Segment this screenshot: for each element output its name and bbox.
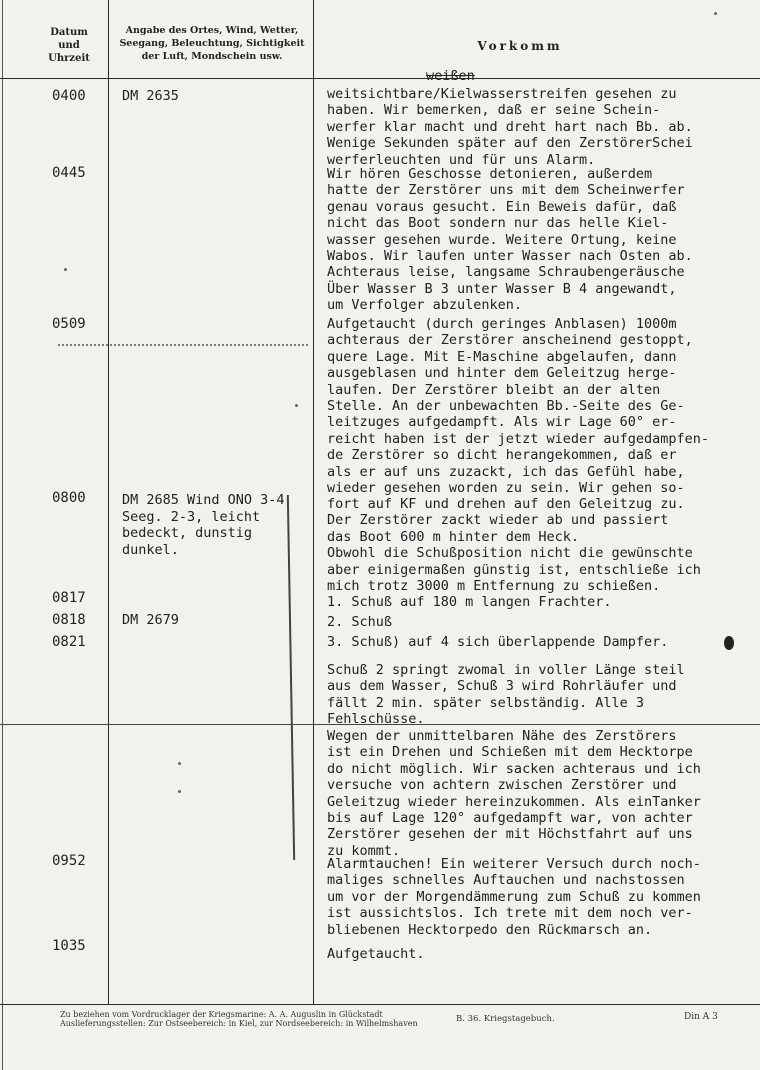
entry-time: 0818 [52, 612, 86, 628]
entry-time: 0952 [52, 853, 86, 869]
entry-time: 0800 [52, 490, 86, 506]
entry-time: 0821 [52, 634, 86, 650]
entry-time: 1035 [52, 938, 86, 954]
event-text: Aufgetaucht. [327, 946, 425, 962]
footer-paper-size: Din A 3 [684, 1012, 718, 1022]
header-events-column: Vorkomm [477, 39, 563, 53]
dotted-separator [58, 344, 308, 346]
event-text: weitsichtbare/Kielwasserstreifen gesehen zu haben. Wir bemerken, daß er seine Schein- werfer klar macht und dreht hart nach Bb. ab. Wenige Sekunden später auf den ZerstörerSchei werferleuchten und für uns Alarm. [327, 86, 693, 168]
page-edge-left [2, 0, 3, 1070]
ink-speck [295, 404, 298, 407]
column-divider-left [108, 0, 109, 1005]
header-date-line: Uhrzeit [48, 53, 90, 64]
event-text: Wegen der unmittelbaren Nähe des Zerstörers ist ein Drehen und Schießen mit dem Hecktorpe do nicht möglich. Wir sacken achteraus und ich versuche von achtern zwischen Zerstörer und Geleitzug wieder hereinzukommen. Als einTanker bis auf Lage 120° aufgedampft war, von achter Zerstörer gesehen der mit Höchstfahrt auf uns zu kommt. [327, 728, 701, 859]
header-rule [0, 78, 760, 79]
entry-place: DM 2635 [122, 88, 179, 104]
footer-rule [0, 1004, 760, 1005]
column-divider-middle [313, 0, 314, 1005]
ink-speck [64, 268, 67, 271]
event-text: 1. Schuß auf 180 m langen Frachter. [327, 594, 612, 610]
event-text: 3. Schuß) auf 4 sich überlappende Dampfer. [327, 634, 669, 650]
header-place-line: Seegang, Beleuchtung, Sichtigkeit [119, 38, 305, 49]
entry-time: 0509 [52, 316, 86, 332]
header-date-line: und [58, 40, 80, 51]
entry-time: 0445 [52, 165, 86, 181]
header-place-column [112, 24, 312, 63]
event-text: Alarmtauchen! Ein weiterer Versuch durch noch- maliges schnelles Auftauchen und nachstossen um vor der Morgendämmerung zum Schuß zu kommen ist aussichtslos. Ich trete mit dem noch ver- bliebenen Hecktorpedo den Rückmarsch an. [327, 856, 701, 938]
footer-distribution: Auslieferungsstellen: Zur Ostseebereich: in Kiel, zur Nordseebereich: in Wilhelmshaven [60, 1019, 418, 1028]
entry-place: DM 2679 [122, 612, 179, 628]
event-text: 2. Schuß [327, 614, 393, 630]
event-text: Schuß 2 springt zwomal in voller Länge steil aus dem Wasser, Schuß 3 wird Rohrläufer und fällt 2 min. später selbständig. Alle 3 Fehlschüsse. [327, 662, 685, 728]
event-text: Wir hören Geschosse detonieren, außerdem hatte der Zerstörer uns mit dem Scheinwerfer genau voraus gesucht. Ein Beweis dafür, daß nicht das Boot sondern nur das helle Kiel- wasser gesehen wurde. Weitere Ortung, keine Wabos. Wir laufen unter Wasser nach Osten ab. Achteraus leise, langsame Schraubengeräusche Über Wasser B 3 unter Wasser B 4 angewandt, um Verfolger abzulenken. [327, 166, 693, 314]
header-date-column [30, 26, 108, 65]
ink-speck [714, 12, 717, 15]
entry-time: 0400 [52, 88, 86, 104]
pen-mark [287, 495, 295, 860]
footer-form-id: B. 36. Kriegstagebuch. [456, 1014, 555, 1024]
header-date-line: Datum [50, 27, 88, 38]
event-text: weißen [426, 68, 475, 84]
entry-place: DM 2685 Wind ONO 3-4 Seeg. 2-3, leicht bedeckt, dunstig dunkel. [122, 492, 285, 558]
footer-supplier: Zu beziehen vom Vordrucklager der Kriegsmarine: A. A. Auguslin in Glückstadt [60, 1010, 383, 1019]
entry-time: 0817 [52, 590, 86, 606]
ink-speck [724, 636, 734, 650]
header-place-line: Angabe des Ortes, Wind, Wetter, [125, 25, 299, 36]
ink-speck [178, 762, 181, 765]
event-text: Aufgetaucht (durch geringes Anblasen) 1000m achteraus der Zerstörer anscheinend gestoppt, quere Lage. Mit E-Maschine abgelaufen, dann ausgeblasen und hinter dem Geleitzug herge- laufen. Der Zerstörer bleibt an der alten Stelle. An der unbewachten Bb.-Seite des Ge- leitzuges aufgedampft. Als wir Lage 60° er- reicht haben ist der jetzt wieder aufgedampfen- de Zerstörer so dicht herangekommen, daß er als er auf uns zuzackt, ich das Gefühl habe, wieder gesehen worden zu sein. Wir gehen so- [327, 316, 710, 497]
event-text: fort auf KF und drehen auf den Geleitzug zu. Der Zerstörer zackt wieder ab und passiert das Boot 600 m hinter dem Heck. Obwohl die Schußposition nicht die gewünschte aber einigermaßen günstig ist, entschließe ich mich trotz 3000 m Entfernung zu schießen. [327, 496, 701, 595]
ink-speck [178, 790, 181, 793]
header-place-line: der Luft, Mondschein usw. [141, 51, 283, 62]
